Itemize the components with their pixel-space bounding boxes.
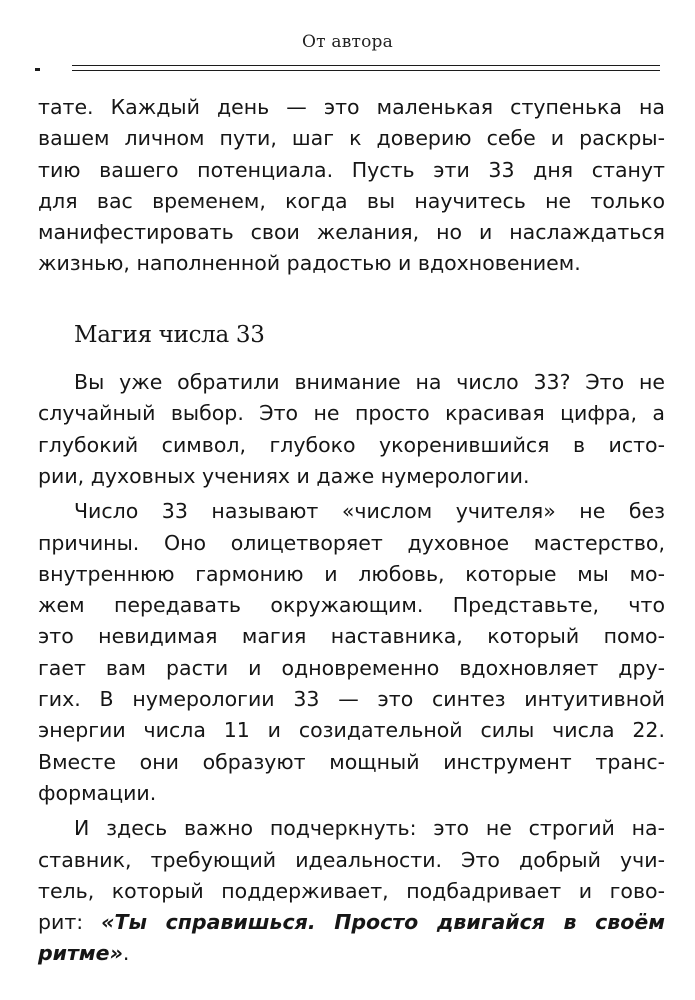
- text-line: Вместе они образуют мощный инструмент транс-: [38, 749, 665, 774]
- text-line: гих. В нумерологии 33 — это синтез интуитивной: [38, 687, 665, 712]
- text-line-content: Вы уже обратили внимание на число 33? Это не: [74, 370, 665, 395]
- paragraph-2: [38, 496, 665, 809]
- text-line: для вас временем, когда вы научитесь не только: [38, 188, 665, 213]
- header-rule-top: [72, 65, 660, 66]
- continuation-paragraph: [38, 92, 665, 280]
- text-line-prefix: рит:: [38, 910, 102, 935]
- text-line: [38, 813, 665, 844]
- page-body: [38, 92, 665, 970]
- text-line: причины. Оно олицетворяет духовное мастерство,: [38, 530, 665, 555]
- paragraph-3: [38, 813, 665, 969]
- text-line: [38, 367, 665, 398]
- text-line: ставник, требующий идеальности. Это добрый учи-: [38, 847, 665, 872]
- text-line: рии, духовных учениях и даже нумерологии.: [38, 463, 530, 488]
- text-line-content: Число 33 называют «числом учителя» не без: [74, 499, 665, 524]
- text-line: манифестировать свои желания, но и наслаждаться: [38, 220, 665, 245]
- emphasized-quote-end: ритме»: [38, 941, 123, 966]
- emphasized-quote: «Ты справишься. Просто двигайся в своём: [101, 910, 666, 935]
- text-line: внутреннюю гармонию и любовь, которые мы мо-: [38, 561, 665, 586]
- header-rule-bottom: [72, 70, 660, 71]
- text-line: тате. Каждый день — это маленькая ступенька на: [38, 95, 665, 119]
- text-line: гает вам расти и одновременно вдохновляет дру-: [38, 655, 665, 680]
- text-line: тель, который поддерживает, подбадривает и гово-: [38, 878, 665, 903]
- text-line: случайный выбор. Это не просто красивая цифра, а: [38, 401, 665, 426]
- text-line: [38, 496, 665, 527]
- text-line: жем передавать окружающим. Представьте, что: [38, 593, 665, 618]
- margin-mark: [35, 68, 40, 71]
- text-line: это невидимая магия наставника, который помо-: [38, 624, 665, 649]
- text-line: [38, 938, 665, 969]
- text-line: формации.: [38, 780, 157, 805]
- section-heading: Магия числа 33: [74, 321, 265, 348]
- text-line: энергии числа 11 и созидательной силы числа 22.: [38, 718, 665, 743]
- paragraph-1: [38, 367, 665, 492]
- text-line-punct: .: [122, 941, 130, 966]
- text-line: жизнью, наполненной радостью и вдохновением.: [38, 251, 581, 276]
- text-line: тию вашего потенциала. Пусть эти 33 дня станут: [38, 157, 665, 182]
- text-line-content: И здесь важно подчеркнуть: это не строгий на-: [74, 816, 665, 841]
- text-line: глубокий символ, глубоко укоренившийся в исто-: [38, 432, 665, 457]
- running-head: От автора: [302, 32, 393, 52]
- text-line: вашем личном пути, шаг к доверию себе и раскры-: [38, 126, 665, 151]
- text-line: [38, 907, 665, 938]
